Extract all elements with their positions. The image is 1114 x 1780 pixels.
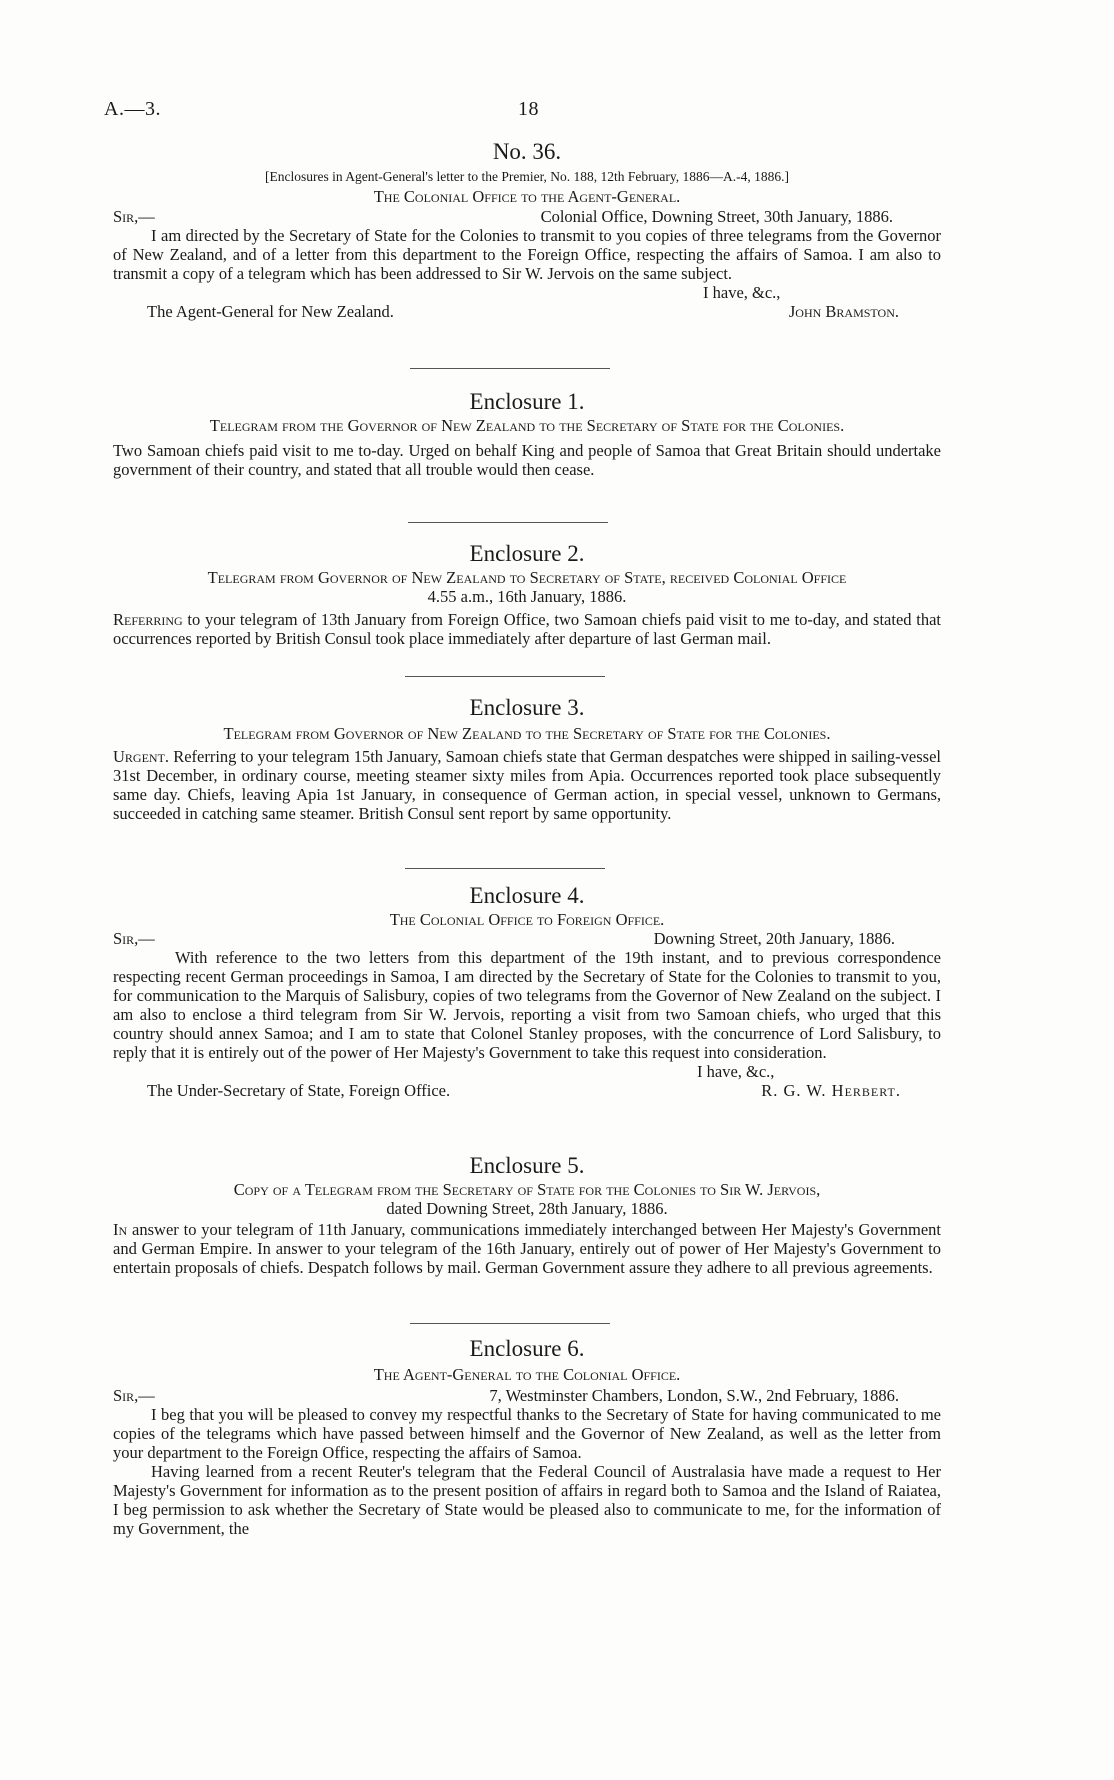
enclosure-title: Enclosure 6. (469, 1336, 585, 1361)
enclosure-title: Enclosure 2. (469, 541, 585, 566)
enclosure-subtitle: Telegram from the Governor of New Zealand to the Secretary of State for the Colonies. (209, 416, 845, 435)
enclosure-subtitle: Telegram from Governor of New Zealand to the Secretary of State for the Colonies. (223, 724, 831, 743)
enclosure-title: Enclosure 1. (469, 389, 585, 414)
letter-paragraph-1: I beg that you will be pleased to convey my respectful thanks to the Secretary of State for having communicated to me copies of the telegrams which have passed between himself and the Governor of New Zealand, as well as the letter from your department to the Foreign Office, respecting the affairs of Samoa. (113, 1405, 941, 1462)
enclosure-title: Enclosure 5. (469, 1153, 585, 1178)
enclosure-subtitle: The Colonial Office to Foreign Office. (389, 910, 665, 929)
enclosure-2 (113, 540, 941, 648)
addressee-row (113, 302, 941, 321)
divider (410, 1323, 610, 1324)
telegram-body: to your telegram of 13th January from Foreign Office, two Samoan chiefs paid visit to me to-day, and stated that occurrences reported by British Consul took place immediately after departure of last German mail. (113, 610, 941, 648)
salutation: Sir,— (113, 929, 155, 948)
section-from-to: The Colonial Office to the Agent-General. (373, 187, 681, 206)
letter-paragraph-2: Having learned from a recent Reuter's telegram that the Federal Council of Australasia have made a request to Her Majesty's Government for information as to the present position of affairs in regard both to Samoa and the Island of Raiatea, I beg permission to ask whether the Secretary of State would be pleased also to communicate to me, for the information of my Government, the (113, 1462, 941, 1538)
dateline: Colonial Office, Downing Street, 30th January, 1886. (540, 207, 893, 226)
lead-word: Referring (113, 610, 183, 629)
enclosure-subtitle: The Agent-General to the Colonial Office. (373, 1365, 681, 1384)
letter-body: With reference to the two letters from this department of the 19th instant, and to previous correspondence respecting recent German proceedings in Samoa, I am directed by the Secretary of State for the Colonies to transmit to you, for communication to the Marquis of Salisbury, copies of two telegrams from the Governor of New Zealand on the subject. I am also to enclose a third telegram from Sir W. Jervois, reporting a visit from two Samoan chiefs, who urged that this country should annex Samoa; and I am to state that Colonel Stanley proposes, with the concurrence of Lord Salisbury, to reply that it is entirely out of the power of Her Majesty's Government to take this request into consideration. (113, 948, 941, 1062)
enclosure-1 (113, 388, 941, 479)
enclosure-6 (113, 1335, 941, 1538)
lead-word: Urgent. (113, 747, 170, 766)
addressee: The Under-Secretary of State, Foreign Office. (147, 1081, 451, 1100)
divider (408, 522, 608, 523)
salutation-row (113, 929, 941, 948)
divider (405, 868, 605, 869)
enclosure-subtitle-line1: Copy of a Telegram from the Secretary of State for the Colonies to Sir W. Jervois, (233, 1180, 821, 1199)
section-note: [Enclosures in Agent-General's letter to the Premier, No. 188, 12th February, 1886—A.-4, 1886.] (264, 169, 790, 184)
dateline: Downing Street, 20th January, 1886. (653, 929, 895, 948)
enclosure-title: Enclosure 3. (469, 695, 585, 720)
divider (410, 368, 610, 369)
telegram-body: Referring to your telegram 15th January, Samoan chiefs state that German despatches were shipped in sailing-vessel 31st December, in ordinary course, meeting steamer sixty miles from Apia. Occurrences reported took place subsequently same day. Chiefs, leaving Apia 1st January, in consequence of German action, in special vessel, unknown to Germans, succeeded in catching same steamer. British Consul sent report by same opportunity. (113, 747, 942, 823)
enclosure-3 (113, 694, 941, 823)
dateline: 7, Westminster Chambers, London, S.W., 2nd February, 1886. (489, 1386, 899, 1405)
enclosure-4 (113, 882, 941, 1100)
telegram-body: answer to your telegram of 11th January, communications immediately interchanged between Her Majesty's Government and German Empire. In answer to your telegram of the 16th January, entirely out of power of Her Majesty's Government to entertain proposals of chiefs. Despatch follows by mail. German Government assure they adhere to all previous agreements. (113, 1220, 941, 1277)
document-reference: A.—3. (104, 98, 161, 120)
addressee: The Agent-General for New Zealand. (147, 302, 394, 321)
salutation: Sir,— (113, 207, 155, 226)
enclosure-subtitle-line1: Telegram from Governor of New Zealand to Secretary of State, received Colonial Office (207, 568, 847, 587)
closing: I have, &c., (697, 1062, 775, 1081)
salutation: Sir,— (113, 1386, 155, 1405)
telegram-paragraph (113, 747, 941, 823)
salutation-row (113, 1386, 941, 1405)
enclosure-subtitle-line2: dated Downing Street, 28th January, 1886. (386, 1199, 668, 1218)
addressee-row (113, 1081, 941, 1100)
telegram-body: Two Samoan chiefs paid visit to me to-day. Urged on behalf King and people of Samoa that Great Britain should undertake government of their country, and stated that all trouble would then cease. (113, 441, 941, 479)
section-title: No. 36. (492, 139, 562, 164)
enclosure-title: Enclosure 4. (469, 883, 585, 908)
closing: I have, &c., (703, 283, 781, 302)
signature: R. G. W. Herbert. (761, 1081, 901, 1100)
divider (405, 676, 605, 677)
enclosure-5 (113, 1152, 941, 1277)
telegram-paragraph (113, 1220, 941, 1277)
enclosure-subtitle-line2: 4.55 a.m., 16th January, 1886. (427, 587, 627, 606)
page-number: 18 (518, 98, 539, 120)
salutation-row (113, 207, 941, 226)
section-no36 (113, 138, 941, 321)
letter-body: I am directed by the Secretary of State for the Colonies to transmit to you copies of three telegrams from the Governor of New Zealand, and of a letter from this department to the Foreign Office, respecting the affairs of Samoa. I am also to transmit a copy of a telegram which has been addressed to Sir W. Jervois on the same subject. (113, 226, 941, 283)
telegram-paragraph (113, 610, 941, 648)
lead-word: In (113, 1220, 128, 1239)
signature: John Bramston. (788, 302, 899, 321)
